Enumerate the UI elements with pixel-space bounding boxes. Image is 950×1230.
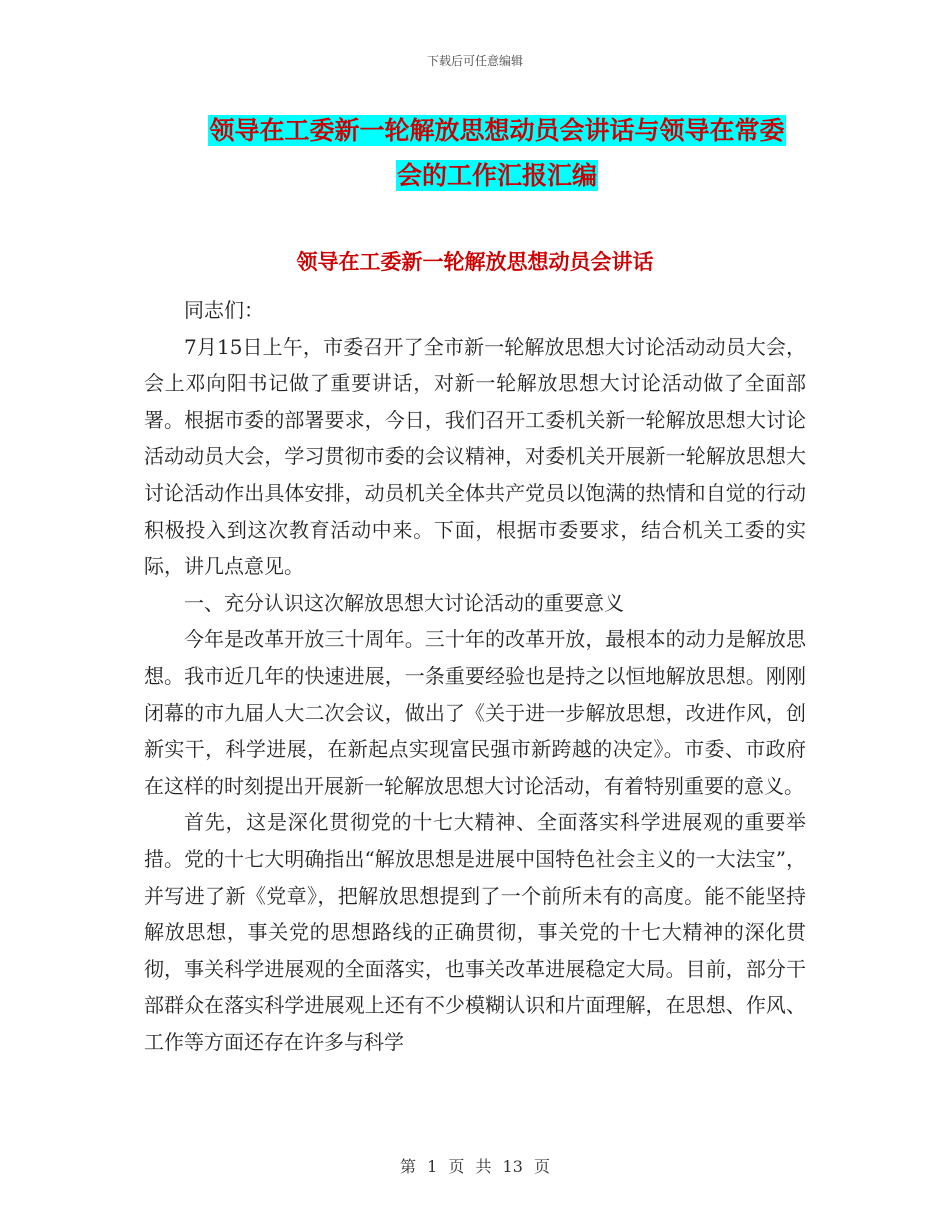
- page-footer: 第 1 页 共 13 页: [400, 1157, 550, 1176]
- title-line-2: 会的工作汇报汇编: [396, 161, 597, 190]
- body-text: [144, 292, 806, 1060]
- paragraph-salutation: 同志们：: [184, 298, 264, 322]
- paragraph: 7月15日上午，市委召开了全市新一轮解放思想大讨论活动动员大会，会上邓向阳书记做了重要讲话，对新一轮解放思想大讨论活动做了全面部署。根据市委的部署要求，今日，我们召开工委机关新一轮解放思想大讨论活动动员大会，学习贯彻市委的会议精神，对委机关开展新一轮解放思想大讨论活动作出具体安排，动员机关全体共产党员以饱满的热情和自觉的行动积极投入到这次教育活动中来。下面，根据市委要求，结合机关工委的实际，讲几点意见。: [144, 334, 806, 579]
- paragraph: 今年是改革开放三十周年。三十年的改革开放，最根本的动力是解放思想。我市近几年的快速进展，一条重要经验也是持之以恒地解放思想。刚刚闭幕的市九届人大二次会议，做出了《关于进一步解放思想，改进作风，创新实干，科学进展，在新起点实现富民强市新跨越的决定》。市委、市政府在这样的时刻提出开展新一轮解放思想大讨论活动，有着特别重要的意义。: [144, 627, 806, 798]
- paragraph: 首先，这是深化贯彻党的十七大精神、全面落实科学进展观的重要举措。党的十七大明确指出“解放思想是进展中国特色社会主义的一大法宝”，并写进了新《党章》，把解放思想提到了一个前所未有的高度。能不能坚持解放思想，事关党的思想路线的正确贯彻，事关党的十七大精神的深化贯彻，事关科学进展观的全面落实，也事关改革进展稳定大局。目前，部分干部群众在落实科学进展观上还有不少模糊认识和片面理解，在思想、作风、工作等方面还存在许多与科学: [144, 810, 806, 1054]
- document-title: [192, 108, 802, 198]
- header-note: 下载后可任意编辑: [426, 54, 523, 68]
- paragraph-heading: 一、充分认识这次解放思想大讨论活动的重要意义: [184, 590, 624, 615]
- title-line-1: 领导在工委新一轮解放思想动员会讲话与领导在常委: [209, 116, 785, 145]
- section-title: 领导在工委新一轮解放思想动员会讲话: [296, 250, 654, 274]
